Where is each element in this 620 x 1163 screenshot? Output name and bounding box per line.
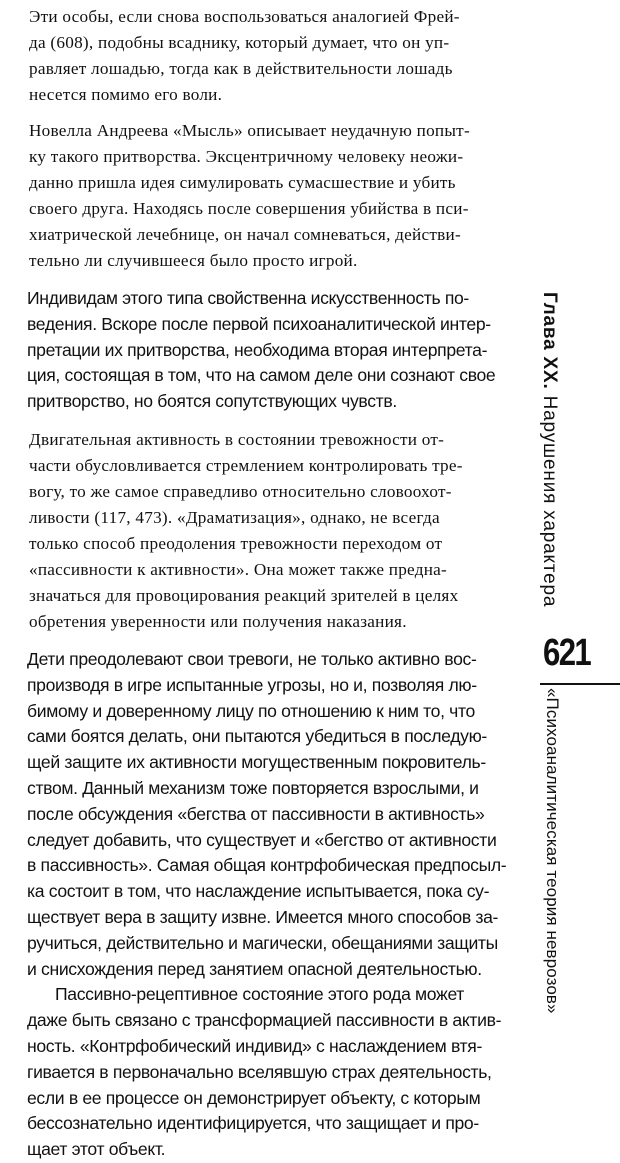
text-line: претации их притворства, необходима вторая интерпрета- <box>27 339 488 360</box>
text-line: ведения. Вскоре после первой психоаналитической интер- <box>27 313 491 334</box>
text-line: притворство, но боятся сопутствующих чувств. <box>27 391 397 412</box>
text-line: «пассивности к активности». Она может также предна- <box>29 559 447 579</box>
text-line: если в ее процессе он демонстрирует объекту, с которым <box>27 1087 481 1108</box>
text-line: щей защите их активности могущественным покровитель- <box>27 752 486 773</box>
text-line: сами боятся делать, они пытаются убедиться в последую- <box>27 726 487 747</box>
text-line: ществует вера в защиту извне. Имеется много способов за- <box>27 906 499 927</box>
text-line: следует добавить, что существует и «бегство от активности <box>27 829 497 850</box>
text-line: хиатрической лечебнице, он начал сомневаться, действи- <box>29 225 461 244</box>
text-line: в пассивность». Самая общая контрфобическая предпосыл- <box>27 855 507 876</box>
text-line: ка состоит в том, что наслаждение испытывается, пока су- <box>27 881 490 902</box>
paragraph-5 <box>27 647 524 982</box>
page-number-rule <box>540 683 620 685</box>
book-title-running-head: «Психоаналитическая теория неврозов» <box>543 688 562 1014</box>
text-line: ством. Данный механизм тоже повторяется взрослыми, и <box>27 777 479 798</box>
text-line: да (608), подобны всаднику, который думает, что он уп- <box>29 33 450 52</box>
text-line: значаться для провоцирования реакций зрителей в целях <box>29 585 459 605</box>
text-line: равляет лошадью, тогда как в действительности лошадь <box>29 59 453 78</box>
text-line: бимому и доверенному лицу по отношению к ним то, что <box>27 700 475 721</box>
text-line: данно пришла идея симулировать сумасшествие и убить <box>29 173 456 192</box>
text-line: Пассивно-рецептивное состояние этого рода может <box>55 984 465 1005</box>
paragraph-6 <box>27 982 524 1163</box>
text-line: своего друга. Находясь после совершения убийства в пси- <box>29 199 469 218</box>
text-line: несется помимо его воли. <box>29 85 223 104</box>
text-line: Новелла Андреева «Мысль» описывает неудачную попыт- <box>29 121 470 140</box>
page-number: 621 <box>543 632 591 674</box>
text-line: бессознательно идентифицируется, что защищает и про- <box>27 1113 479 1134</box>
text-line: Эти особы, если снова воспользоваться аналогией Фрей- <box>29 7 460 26</box>
text-line: Индивидам этого типа свойственна искусственность по- <box>27 288 469 308</box>
chapter-title: Нарушения характера <box>539 395 560 608</box>
text-line: части обусловливается стремлением контролировать тре- <box>29 455 463 475</box>
text-line: Двигательная активность в состоянии тревожности от- <box>29 429 445 449</box>
text-line: ность. «Контрфобический индивид» с наслаждением втя- <box>27 1035 482 1056</box>
paragraph-1 <box>27 4 524 108</box>
text-line: ку такого притворства. Эксцентричному человеку неожи- <box>29 147 464 166</box>
text-line: гивается в первоначально вселявшую страх деятельность, <box>27 1061 492 1082</box>
text-line: обретения уверенности или получения наказания. <box>29 611 407 631</box>
text-line: даже быть связано с трансформацией пассивности в актив- <box>27 1010 502 1031</box>
text-line: щает этот объект. <box>27 1139 166 1160</box>
chapter-running-head <box>538 292 560 607</box>
text-line: после обсуждения «бегства от пассивности в активность» <box>27 803 485 824</box>
text-line: ливости (117, 473). «Драматизация», однако, не всегда <box>29 507 440 527</box>
text-line: ция, состоящая в том, что на самом деле они сознают свое <box>27 365 496 386</box>
text-line: вогу, то же самое справедливо относительно словоохот- <box>29 481 452 501</box>
text-line: тельно ли случившееся было просто игрой. <box>29 251 358 270</box>
body-text <box>27 4 524 1163</box>
text-line: производя в игре испытанные угрозы, но и, позволяя лю- <box>27 674 477 695</box>
paragraph-3 <box>27 286 524 415</box>
text-line: ручиться, действительно и магически, обещаниями защиты <box>27 932 498 953</box>
paragraph-4 <box>27 427 524 635</box>
text-line: Дети преодолевают свои тревоги, не только активно вос- <box>27 648 477 669</box>
text-line: и снисхождения перед занятием опасной деятельностью. <box>27 958 482 979</box>
text-line: только способ преодоления тревожности переходом от <box>29 533 443 553</box>
chapter-number: Глава XX. <box>539 292 560 390</box>
paragraph-2 <box>27 118 524 274</box>
